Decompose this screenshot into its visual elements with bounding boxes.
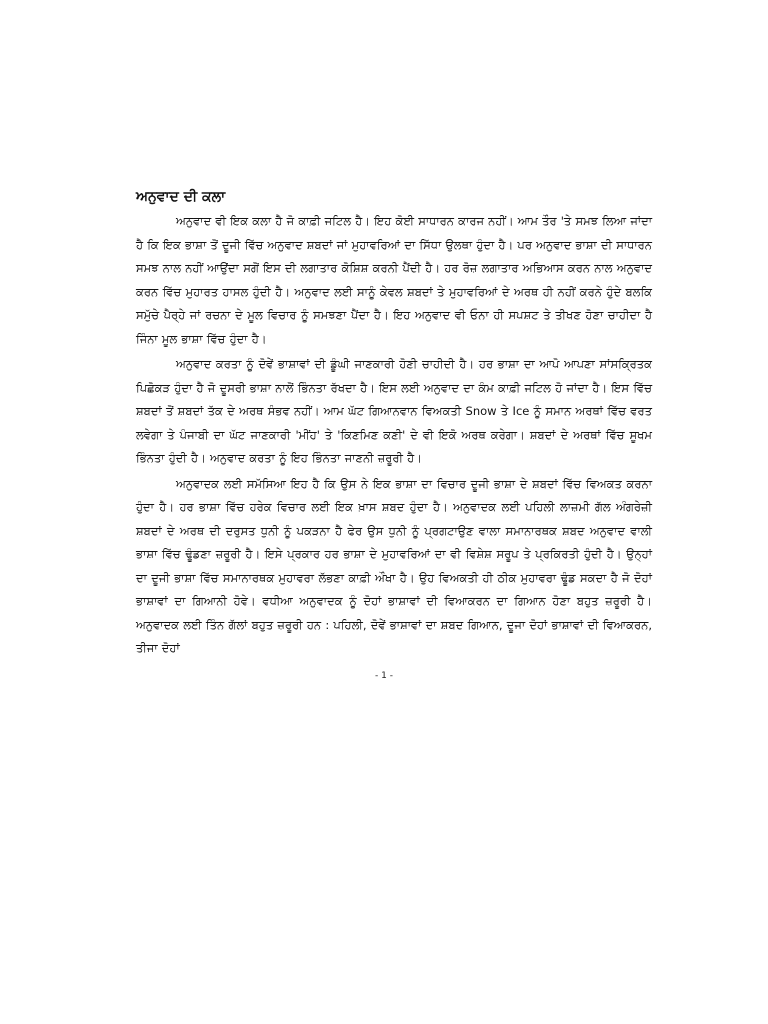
paragraph-2: ਅਨੁਵਾਦ ਕਰਤਾ ਨੂੰ ਦੋਵੇਂ ਭਾਸ਼ਾਵਾਂ ਦੀ ਡੂੰਘੀ ਜਾਣਕਾਰੀ ਹੋਣੀ ਚਾਹੀਦੀ ਹੈ। ਹਰ ਭਾਸ਼ਾ ਦਾ ਆਪੋ ਆਪਣਾ ਸਾਂਸਕ੍ਰਿਤਕ ਪਿਛੋਕੜ ਹੁੰਦਾ ਹੈ ਜੋ ਦੂਸਰੀ ਭਾਸ਼ਾ ਨਾਲੋਂ ਭਿੰਨਤਾ ਰੱਖਦਾ ਹੈ। ਇਸ ਲਈ ਅਨੁਵਾਦ ਦਾ ਕੰਮ ਕਾਫ਼ੀ ਜਟਿਲ ਹੋ ਜਾਂਦਾ ਹੈ। ਇਸ ਵਿੱਚ ਸ਼ਬਦਾਂ ਤੋਂ ਸ਼ਬਦਾਂ ਤੱਕ ਦੇ ਅਰਥ ਸੰਭਵ ਨਹੀਂ। ਆਮ ਘੱਟ ਗਿਆਨਵਾਨ ਵਿਅਕਤੀ Snow ਤੇ Ice ਨੂੰ ਸਮਾਨ ਅਰਥਾਂ ਵਿੱਚ ਵਰਤ ਲਵੇਗਾ ਤੇ ਪੰਜਾਬੀ ਦਾ ਘੱਟ ਜਾਣਕਾਰੀ 'ਮੀਂਹ' ਤੇ 'ਕਿਣਮਿਣ ਕਣੀ' ਦੇ ਵੀ ਇਕੋ ਅਰਥ ਕਰੇਗਾ। ਸ਼ਬਦਾਂ ਦੇ ਅਰਥਾਂ ਵਿੱਚ ਸੂਖਮ ਭਿੰਨਤਾ ਹੁੰਦੀ ਹੈ। ਅਨੁਵਾਦ ਕਰਤਾ ਨੂੰ ਇਹ ਭਿੰਨਤਾ ਜਾਣਨੀ ਜ਼ਰੂਰੀ ਹੈ। — [136, 357, 652, 465]
document-body — [136, 186, 652, 663]
page-number: - 1 - — [375, 671, 393, 681]
paragraph-3: ਅਨੁਵਾਦਕ ਲਈ ਸਮੱਸਿਆ ਇਹ ਹੈ ਕਿ ਉਸ ਨੇ ਇਕ ਭਾਸ਼ਾ ਦਾ ਵਿਚਾਰ ਦੂਜੀ ਭਾਸ਼ਾ ਦੇ ਸ਼ਬਦਾਂ ਵਿੱਚ ਵਿਅਕਤ ਕਰਨਾ ਹੁੰਦਾ ਹੈ। ਹਰ ਭਾਸ਼ਾ ਵਿੱਚ ਹਰੇਕ ਵਿਚਾਰ ਲਈ ਇਕ ਖ਼ਾਸ ਸ਼ਬਦ ਹੁੰਦਾ ਹੈ। ਅਨੁਵਾਦਕ ਲਈ ਪਹਿਲੀ ਲਾਜ਼ਮੀ ਗੱਲ ਅੰਗਰੇਜ਼ੀ ਸ਼ਬਦਾਂ ਦੇ ਅਰਥ ਦੀ ਦਰੁਸਤ ਧੁਨੀ ਨੂੰ ਪਕੜਨਾ ਹੈ ਫੇਰ ਉਸ ਧੁਨੀ ਨੂੰ ਪ੍ਰਗਟਾਉਣ ਵਾਲਾ ਸਮਾਨਾਰਥਕ ਸ਼ਬਦ ਅਨੁਵਾਦ ਵਾਲੀ ਭਾਸ਼ਾ ਵਿੱਚ ਢੂੰਡਣਾ ਜ਼ਰੂਰੀ ਹੈ। ਇਸੇ ਪ੍ਰਕਾਰ ਹਰ ਭਾਸ਼ਾ ਦੇ ਮੁਹਾਵਰਿਆਂ ਦਾ ਵੀ ਵਿਸ਼ੇਸ਼ ਸਰੂਪ ਤੇ ਪ੍ਰਕਿਰਤੀ ਹੁੰਦੀ ਹੈ। ਉਨ੍ਹਾਂ ਦਾ ਦੂਜੀ ਭਾਸ਼ਾ ਵਿੱਚ ਸਮਾਨਾਰਥਕ ਮੁਹਾਵਰਾ ਲੱਭਣਾ ਕਾਫ਼ੀ ਔਖਾ ਹੈ। ਉਹ ਵਿਅਕਤੀ ਹੀ ਠੀਕ ਮੁਹਾਵਰਾ ਢੂੰਡ ਸਕਦਾ ਹੈ ਜੋ ਦੋਹਾਂ ਭਾਸ਼ਾਵਾਂ ਦਾ ਗਿਆਨੀ ਹੋਵੇ। ਵਧੀਆ ਅਨੁਵਾਦਕ ਨੂੰ ਦੋਹਾਂ ਭਾਸ਼ਾਵਾਂ ਦੀ ਵਿਆਕਰਨ ਦਾ ਗਿਆਨ ਹੋਣਾ ਬਹੁਤ ਜ਼ਰੂਰੀ ਹੈ। ਅਨੁਵਾਦਕ ਲਈ ਤਿੰਨ ਗੱਲਾਂ ਬਹੁਤ ਜ਼ਰੂਰੀ ਹਨ : ਪਹਿਲੀ, ਦੋਵੇਂ ਭਾਸ਼ਾਵਾਂ ਦਾ ਸ਼ਬਦ ਗਿਆਨ, ਦੂਜਾ ਦੋਹਾਂ ਭਾਸ਼ਾਵਾਂ ਦੀ ਵਿਆਕਰਨ, ਤੀਜਾ ਦੋਹਾਂ — [136, 476, 652, 655]
paragraph-1: ਅਨੁਵਾਦ ਵੀ ਇਕ ਕਲਾ ਹੈ ਜੋ ਕਾਫ਼ੀ ਜਟਿਲ ਹੈ। ਇਹ ਕੋਈ ਸਾਧਾਰਨ ਕਾਰਜ ਨਹੀਂ। ਆਮ ਤੌਰ 'ਤੇ ਸਮਝ ਲਿਆ ਜਾਂਦਾ ਹੈ ਕਿ ਇਕ ਭਾਸ਼ਾ ਤੋਂ ਦੂਜੀ ਵਿੱਚ ਅਨੁਵਾਦ ਸ਼ਬਦਾਂ ਜਾਂ ਮੁਹਾਵਰਿਆਂ ਦਾ ਸਿੱਧਾ ਉਲਥਾ ਹੁੰਦਾ ਹੈ। ਪਰ ਅਨੁਵਾਦ ਭਾਸ਼ਾ ਦੀ ਸਾਧਾਰਨ ਸਮਝ ਨਾਲ ਨਹੀਂ ਆਉਂਦਾ ਸਗੋਂ ਇਸ ਦੀ ਲਗਾਤਾਰ ਕੋਸ਼ਿਸ਼ ਕਰਨੀ ਪੈਂਦੀ ਹੈ। ਹਰ ਰੋਜ਼ ਲਗਾਤਾਰ ਅਭਿਆਸ ਕਰਨ ਨਾਲ ਅਨੁਵਾਦ ਕਰਨ ਵਿੱਚ ਮੁਹਾਰਤ ਹਾਸਲ ਹੁੰਦੀ ਹੈ। ਅਨੁਵਾਦ ਲਈ ਸਾਨੂੰ ਕੇਵਲ ਸ਼ਬਦਾਂ ਤੇ ਮੁਹਾਵਰਿਆਂ ਦੇ ਅਰਥ ਹੀ ਨਹੀਂ ਕਰਨੇ ਹੁੰਦੇ ਬਲਕਿ ਸਮੁੱਚੇ ਪੈਰ੍ਹੇ ਜਾਂ ਰਚਨਾ ਦੇ ਮੂਲ ਵਿਚਾਰ ਨੂੰ ਸਮਝਣਾ ਪੈਂਦਾ ਹੈ। ਇਹ ਅਨੁਵਾਦ ਵੀ ਓਨਾ ਹੀ ਸਪਸ਼ਟ ਤੇ ਤੀਖਣ ਹੋਣਾ ਚਾਹੀਦਾ ਹੈ ਜਿੰਨਾ ਮੂਲ ਭਾਸ਼ਾ ਵਿੱਚ ਹੁੰਦਾ ਹੈ। — [136, 214, 652, 346]
section-heading: ਅਨੁਵਾਦ ਦੀ ਕਲਾ — [136, 189, 226, 205]
